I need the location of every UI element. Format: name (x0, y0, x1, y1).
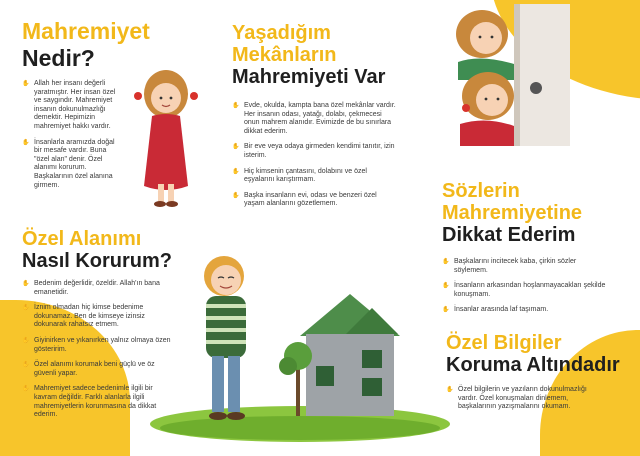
hands-icon: ✋ (442, 283, 450, 290)
section-words-privacy (442, 180, 632, 322)
list-item: ✋ Hiç kimsenin çantasını, dolabını ve özel eşyalarını karıştırmam. (232, 167, 367, 184)
section-living-spaces (232, 22, 432, 216)
girl-illustration (122, 68, 206, 210)
section-title-line1: Mahremiyet (22, 18, 150, 44)
hands-icon: ✋ (232, 144, 240, 151)
list-item: ✋ Mahremiyet sadece bedenimle ilgili bir kavram değildir. Farklı alanlarla ilgili mahremiyetlerin korunmasına da dikkat ederim. (22, 385, 157, 419)
list-item: ✋ Giyinirken ve yıkanırken yalnız olmaya özen gösteririm. (22, 336, 171, 353)
section-private-info (446, 332, 632, 419)
section-title-line1: Yaşadığım (232, 22, 331, 44)
list-item: ✋ Başka insanların evi, odası ve benzeri özel yaşam alanlarını gözetlemem. (232, 191, 377, 208)
list-item: ✋ İnsanlar arasında laf taşımam. (442, 306, 549, 314)
list-item: ✋ İznim olmadan hiç kimse bedenime dokunamaz. Ben de kimseye izinsiz dokunarak rahatsız etmem. (22, 304, 145, 329)
hands-icon: ✋ (22, 362, 30, 369)
section-title-line1: Özel Alanımı (22, 228, 142, 250)
list-item: ✋ İnsanlarla aramızda doğal bir mesafe vardır. Buna "özel alan" denir. Özel alanımı korurum. Başkalarının özel alanına girmem. (22, 138, 115, 189)
hands-icon: ✋ (442, 259, 450, 265)
section-title-line2: Mahremiyetine (442, 202, 583, 224)
hands-icon: ✋ (22, 386, 30, 393)
hands-icon: ✋ (446, 387, 454, 393)
hands-icon: ✋ (232, 192, 240, 199)
section-title-line2: Koruma Altındadır (446, 354, 620, 376)
section-title-line2: Mekânların (232, 44, 337, 66)
section-title-line2: Nedir? (22, 45, 95, 71)
section-title-line3: Dikkat Ederim (442, 224, 576, 246)
hands-icon: ✋ (22, 337, 30, 344)
list-item: ✋ Bir eve veya odaya girmeden kendimi tanıtır, izin isterim. (232, 143, 395, 159)
door-kids-illustration (440, 4, 570, 146)
section-title-line1: Sözlerin (442, 180, 520, 202)
section-title-line2: Nasıl Korurum? (22, 250, 173, 272)
list-item: ✋ Başkalarını incitecek kaba, çirkin sözler söylemem. (442, 258, 577, 274)
list-item: ✋ Özel alanımı korumak beni güçlü ve öz güvenli yapar. (22, 361, 155, 377)
section-title-line3: Mahremiyeti Var (232, 66, 386, 88)
hands-icon: ✋ (22, 81, 30, 87)
hands-icon: ✋ (22, 139, 30, 146)
hands-icon: ✋ (232, 103, 240, 109)
hands-icon: ✋ (22, 305, 30, 312)
boy-house-illustration (150, 246, 450, 446)
bullet-list (22, 80, 120, 190)
section-title-line1: Özel Bilgiler (446, 332, 562, 354)
list-item: ✋ Evde, okulda, kampta bana özel mekânlar vardır. Her insanın odası, yatağı, dolabı, çekmecesi onun mahrem alanıdır. Evimizde de bu sınırlara dikkat ederim. (232, 102, 396, 135)
hands-icon: ✋ (232, 168, 240, 175)
list-item: ✋ Allah her insanı değerli yaratmıştır. Her insan özel ve saygındır. Mahremiyet insanın dokunulmazlığı demektir. Hepimizin mahremiyet hakkı vardır. (22, 80, 116, 130)
list-item: ✋ Özel bilgilerin ve yazıların dokunulmazlığı vardır. Özel konuşmaları dinlemem, başkalarının yazışmalarını okumam. (446, 386, 587, 411)
bullet-list (446, 386, 606, 412)
list-item: ✋ Bedenim değerlidir, özeldir. Allah'ın bana emanetidir. (22, 280, 160, 296)
hands-icon: ✋ (442, 307, 450, 314)
bullet-list (442, 258, 607, 315)
bullet-list (232, 102, 398, 209)
list-item: ✋ İnsanların arkasından hoşlanmayacakları şekilde konuşmam. (442, 282, 606, 298)
hands-icon: ✋ (22, 281, 30, 287)
